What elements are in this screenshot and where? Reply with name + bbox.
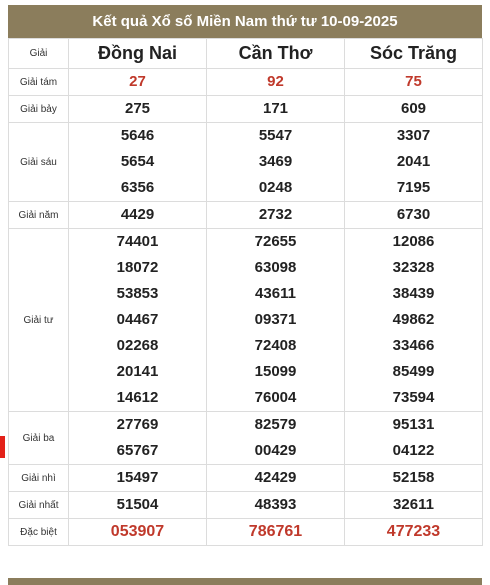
prize-number: 0248 <box>258 179 293 196</box>
prize-number: 33466 <box>392 337 435 354</box>
prize-number: 42429 <box>254 469 297 486</box>
prize-number: 7195 <box>396 179 431 196</box>
prize-number: 85499 <box>392 363 435 380</box>
prize-column-header: Giải <box>9 39 69 69</box>
prize-label: Giải sáu <box>9 123 69 202</box>
prize-row <box>9 412 483 465</box>
prize-number: 72655 <box>254 233 297 250</box>
prize-number: 82579 <box>254 416 297 433</box>
prize-number: 053907 <box>110 523 165 540</box>
prize-number: 27 <box>129 73 146 90</box>
prize-cell <box>207 96 345 123</box>
prize-number: 18072 <box>116 259 159 276</box>
results-title: Kết quả Xổ số Miền Nam thứ tư 10-09-2025 <box>8 5 482 38</box>
prize-cell <box>345 229 483 412</box>
prize-cell <box>207 519 345 546</box>
prize-cell <box>69 96 207 123</box>
prize-label: Giải nhì <box>9 465 69 492</box>
prize-number: 32328 <box>392 259 435 276</box>
prize-cell <box>69 202 207 229</box>
prize-cell <box>69 519 207 546</box>
prize-number: 73594 <box>392 389 435 406</box>
prize-number: 74401 <box>116 233 159 250</box>
prize-cell <box>345 465 483 492</box>
prize-number: 04122 <box>392 442 435 459</box>
prize-number: 92 <box>267 73 284 90</box>
prize-cell <box>207 69 345 96</box>
prize-number: 609 <box>400 100 427 117</box>
prize-row <box>9 96 483 123</box>
prize-cell <box>345 492 483 519</box>
prize-number: 72408 <box>254 337 297 354</box>
province-header[interactable]: Đồng Nai <box>69 39 207 69</box>
prize-number: 38439 <box>392 285 435 302</box>
prize-row <box>9 202 483 229</box>
prize-cell <box>345 202 483 229</box>
prize-number: 53853 <box>116 285 159 302</box>
prize-number: 27769 <box>116 416 159 433</box>
prize-number: 75 <box>405 73 422 90</box>
prize-number: 5654 <box>120 153 155 170</box>
results-panel <box>8 5 482 546</box>
prize-row <box>9 229 483 412</box>
prize-cell <box>207 465 345 492</box>
prize-cell <box>207 123 345 202</box>
header-row <box>9 39 483 69</box>
prize-number: 2732 <box>258 206 293 223</box>
prize-number: 04467 <box>116 311 159 328</box>
prize-number: 15497 <box>116 469 159 486</box>
prize-cell <box>69 465 207 492</box>
prize-number: 2041 <box>396 153 431 170</box>
prize-cell <box>345 69 483 96</box>
prize-number: 12086 <box>392 233 435 250</box>
prize-row <box>9 465 483 492</box>
prize-cell <box>69 69 207 96</box>
results-table <box>8 38 483 546</box>
prize-number: 00429 <box>254 442 297 459</box>
prize-number: 09371 <box>254 311 297 328</box>
prize-cell <box>207 492 345 519</box>
prize-row <box>9 69 483 96</box>
prize-number: 3307 <box>396 127 431 144</box>
prize-row <box>9 519 483 546</box>
prize-number: 65767 <box>116 442 159 459</box>
prize-label: Giải ba <box>9 412 69 465</box>
prize-number: 3469 <box>258 153 293 170</box>
prize-number: 63098 <box>254 259 297 276</box>
prize-cell <box>69 123 207 202</box>
prize-label: Giải tư <box>9 229 69 412</box>
prize-number: 76004 <box>254 389 297 406</box>
prize-number: 48393 <box>254 496 297 513</box>
prize-number: 32611 <box>393 496 434 513</box>
prize-number: 786761 <box>248 523 303 540</box>
prize-number: 15099 <box>254 363 297 380</box>
prize-row <box>9 123 483 202</box>
bottom-bar <box>8 578 482 585</box>
prize-label: Giải năm <box>9 202 69 229</box>
province-header[interactable]: Sóc Trăng <box>345 39 483 69</box>
prize-number: 49862 <box>392 311 435 328</box>
prize-number: 95131 <box>392 416 435 433</box>
prize-cell <box>207 412 345 465</box>
prize-number: 14612 <box>116 389 159 406</box>
prize-label: Giải tám <box>9 69 69 96</box>
prize-cell <box>345 412 483 465</box>
prize-cell <box>345 96 483 123</box>
prize-cell <box>207 202 345 229</box>
prize-number: 477233 <box>386 523 441 540</box>
prize-number: 20141 <box>116 363 159 380</box>
prize-cell <box>345 519 483 546</box>
prize-number: 43611 <box>255 285 296 302</box>
prize-row <box>9 492 483 519</box>
prize-number: 51504 <box>116 496 159 513</box>
province-header[interactable]: Cần Thơ <box>207 39 345 69</box>
prize-number: 275 <box>124 100 151 117</box>
prize-number: 52158 <box>392 469 435 486</box>
prize-number: 4429 <box>120 206 155 223</box>
prize-label: Giải nhất <box>9 492 69 519</box>
prize-number: 6730 <box>396 206 431 223</box>
prize-number: 171 <box>262 100 289 117</box>
prize-cell <box>345 123 483 202</box>
prize-number: 02268 <box>116 337 159 354</box>
prize-label: Đặc biệt <box>9 519 69 546</box>
prize-number: 5547 <box>258 127 293 144</box>
prize-cell <box>207 229 345 412</box>
prize-number: 5646 <box>120 127 155 144</box>
prize-cell <box>69 412 207 465</box>
prize-cell <box>69 492 207 519</box>
prize-cell <box>69 229 207 412</box>
side-tab[interactable] <box>0 436 5 458</box>
prize-number: 6356 <box>120 179 155 196</box>
prize-label: Giải bảy <box>9 96 69 123</box>
